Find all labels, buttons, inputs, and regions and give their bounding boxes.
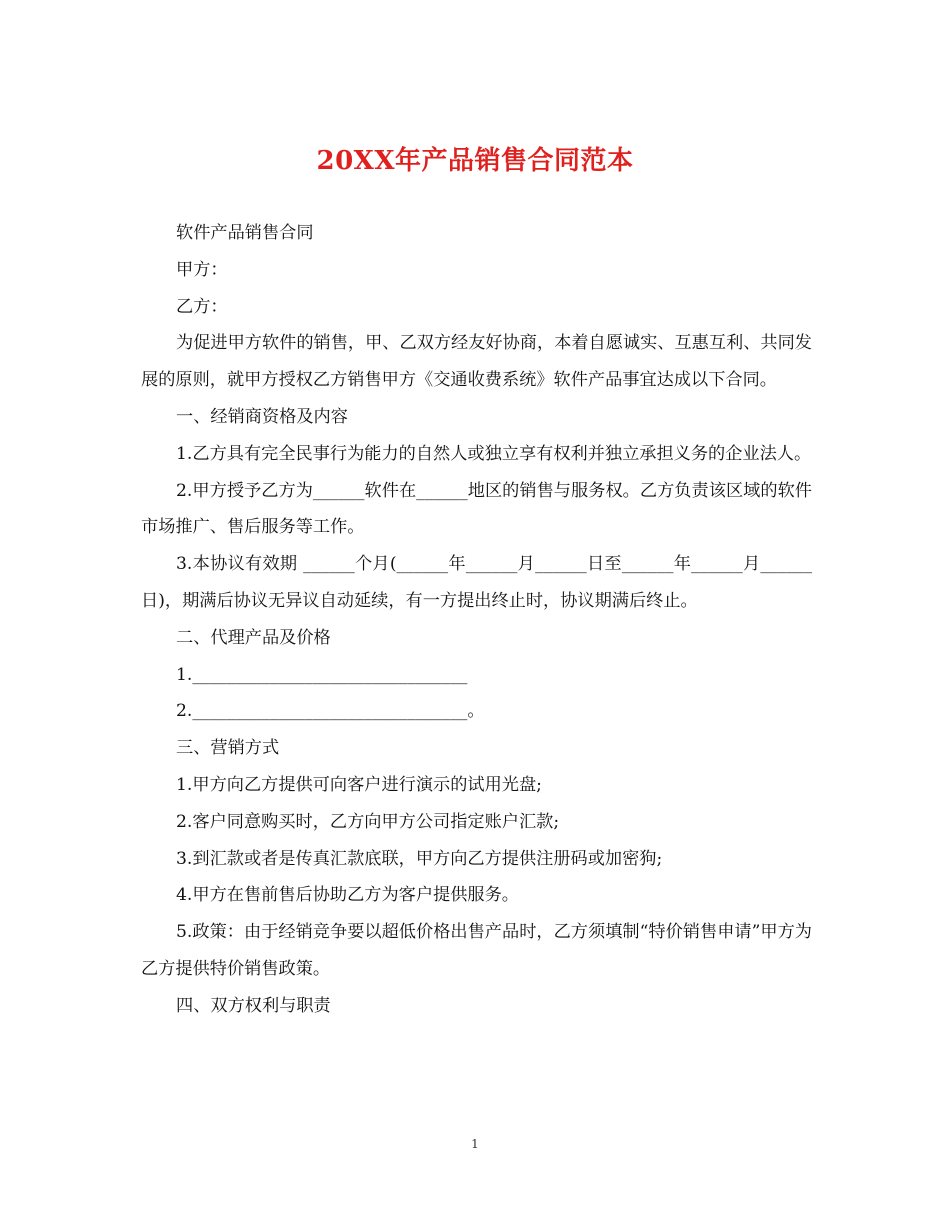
paragraph-party-b: 乙方： bbox=[176, 296, 228, 317]
page-number: 1 bbox=[471, 1137, 479, 1151]
paragraph-clause: 3.到汇款或者是传真汇款底联，甲方向乙方提供注册码或加密狗; bbox=[176, 848, 663, 869]
paragraph-clause: 4.甲方在售前售后协助乙方为客户提供服务。 bbox=[176, 885, 519, 906]
paragraph-blank-line: 1.________________________________ bbox=[176, 664, 468, 685]
section-heading-2: 二、代理产品及价格 bbox=[176, 627, 331, 648]
section-heading-4: 四、双方权利与职责 bbox=[176, 995, 331, 1016]
document-title: 20XX年产品销售合同范本 bbox=[316, 146, 634, 176]
paragraph-clause: 2.客户同意购买时，乙方向甲方公司指定账户汇款; bbox=[176, 811, 560, 832]
section-heading-1: 一、经销商资格及内容 bbox=[176, 406, 348, 427]
paragraph-clause: 3.本协议有效期 ______个月(______年______月______日至______年______月______日)，期满后协议无异议自动延续，有一方提出终止时，协议期满后终止。 bbox=[141, 554, 812, 611]
paragraph-clause: 1.甲方向乙方提供可向客户进行演示的试用光盘; bbox=[176, 774, 542, 795]
paragraph-blank-line: 2.________________________________。 bbox=[176, 701, 485, 722]
paragraph-clause: 5.政策：由于经销竞争要以超低价格出售产品时，乙方须填制“特价销售申请”甲方为乙方提供特价销售政策。 bbox=[141, 922, 812, 979]
paragraph-clause: 2.甲方授予乙方为______软件在______地区的销售与服务权。乙方负责该区域的软件市场推广、售后服务等工作。 bbox=[141, 480, 812, 538]
document-body bbox=[141, 215, 812, 1025]
paragraph-preamble: 为促进甲方软件的销售，甲、乙双方经友好协商，本着自愿诚实、互惠互利、共同发展的原则，就甲方授权乙方销售甲方《交通收费系统》软件产品事宜达成以下合同。 bbox=[141, 333, 812, 391]
section-heading-3: 三、营销方式 bbox=[176, 738, 280, 759]
paragraph-clause: 1.乙方具有完全民事行为能力的自然人或独立享有权利并独立承担义务的企业法人。 bbox=[176, 443, 812, 464]
paragraph-contract-name: 软件产品销售合同 bbox=[176, 223, 314, 243]
paragraph-party-a: 甲方： bbox=[176, 259, 228, 280]
